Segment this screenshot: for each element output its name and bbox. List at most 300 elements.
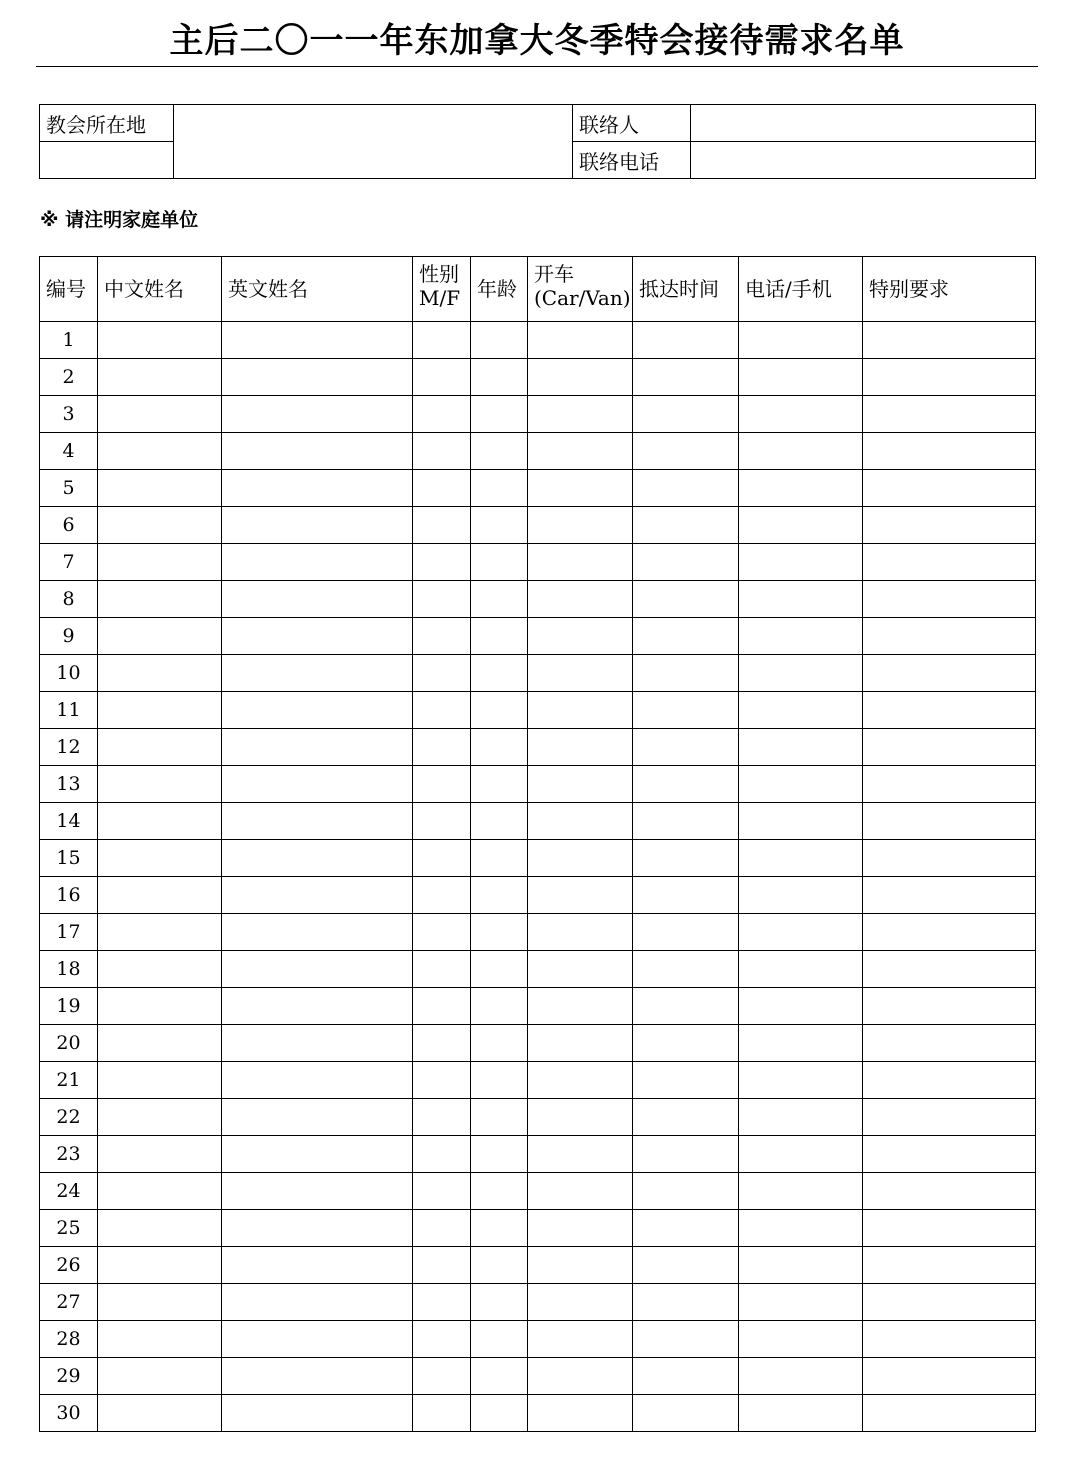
row-number: 28 bbox=[40, 1321, 98, 1358]
header-chinese-name: 中文姓名 bbox=[98, 257, 222, 322]
gender-cell[interactable] bbox=[413, 1358, 471, 1395]
gender-cell[interactable] bbox=[413, 1173, 471, 1210]
special-requests-cell[interactable] bbox=[863, 1062, 1036, 1099]
special-requests-cell[interactable] bbox=[863, 692, 1036, 729]
english-name-cell[interactable] bbox=[222, 396, 413, 433]
gender-cell[interactable] bbox=[413, 1062, 471, 1099]
special-requests-cell[interactable] bbox=[863, 581, 1036, 618]
age-cell[interactable] bbox=[471, 877, 528, 914]
special-requests-cell[interactable] bbox=[863, 507, 1036, 544]
row-number: 15 bbox=[40, 840, 98, 877]
gender-cell[interactable] bbox=[413, 396, 471, 433]
chinese-name-cell[interactable] bbox=[98, 803, 222, 840]
driving-cell[interactable] bbox=[528, 1136, 633, 1173]
phone-cell[interactable] bbox=[739, 1136, 863, 1173]
age-cell[interactable] bbox=[471, 1136, 528, 1173]
chinese-name-cell[interactable] bbox=[98, 618, 222, 655]
special-requests-cell[interactable] bbox=[863, 1136, 1036, 1173]
chinese-name-cell[interactable] bbox=[98, 1395, 222, 1432]
special-requests-cell[interactable] bbox=[863, 840, 1036, 877]
english-name-cell[interactable] bbox=[222, 766, 413, 803]
gender-cell[interactable] bbox=[413, 951, 471, 988]
english-name-cell[interactable] bbox=[222, 433, 413, 470]
table-row bbox=[40, 396, 1036, 433]
arrival-time-cell[interactable] bbox=[633, 1284, 739, 1321]
age-cell[interactable] bbox=[471, 1173, 528, 1210]
age-cell[interactable] bbox=[471, 729, 528, 766]
phone-cell[interactable] bbox=[739, 433, 863, 470]
age-cell[interactable] bbox=[471, 581, 528, 618]
arrival-time-cell[interactable] bbox=[633, 359, 739, 396]
english-name-cell[interactable] bbox=[222, 840, 413, 877]
english-name-cell[interactable] bbox=[222, 988, 413, 1025]
reception-list-table bbox=[39, 256, 1036, 1432]
contact-phone-label: 联络电话 bbox=[573, 142, 691, 179]
driving-cell[interactable] bbox=[528, 1247, 633, 1284]
chinese-name-cell[interactable] bbox=[98, 1136, 222, 1173]
table-row bbox=[40, 544, 1036, 581]
chinese-name-cell[interactable] bbox=[98, 951, 222, 988]
table-row bbox=[40, 618, 1036, 655]
arrival-time-cell[interactable] bbox=[633, 877, 739, 914]
phone-cell[interactable] bbox=[739, 470, 863, 507]
row-number: 18 bbox=[40, 951, 98, 988]
driving-cell[interactable] bbox=[528, 1358, 633, 1395]
gender-cell[interactable] bbox=[413, 1136, 471, 1173]
chinese-name-cell[interactable] bbox=[98, 1247, 222, 1284]
phone-cell[interactable] bbox=[739, 507, 863, 544]
age-cell[interactable] bbox=[471, 803, 528, 840]
special-requests-cell[interactable] bbox=[863, 803, 1036, 840]
age-cell[interactable] bbox=[471, 1284, 528, 1321]
age-cell[interactable] bbox=[471, 914, 528, 951]
table-row bbox=[40, 1247, 1036, 1284]
special-requests-cell[interactable] bbox=[863, 655, 1036, 692]
phone-cell[interactable] bbox=[739, 1247, 863, 1284]
chinese-name-cell[interactable] bbox=[98, 988, 222, 1025]
gender-cell[interactable] bbox=[413, 692, 471, 729]
english-name-cell[interactable] bbox=[222, 470, 413, 507]
english-name-cell[interactable] bbox=[222, 803, 413, 840]
row-number: 13 bbox=[40, 766, 98, 803]
church-location-field[interactable] bbox=[174, 105, 573, 179]
age-cell[interactable] bbox=[471, 359, 528, 396]
header-age: 年龄 bbox=[471, 257, 528, 322]
driving-cell[interactable] bbox=[528, 1321, 633, 1358]
arrival-time-cell[interactable] bbox=[633, 322, 739, 359]
age-cell[interactable] bbox=[471, 1247, 528, 1284]
phone-cell[interactable] bbox=[739, 618, 863, 655]
english-name-cell[interactable] bbox=[222, 1210, 413, 1247]
driving-cell[interactable] bbox=[528, 470, 633, 507]
arrival-time-cell[interactable] bbox=[633, 914, 739, 951]
row-number: 4 bbox=[40, 433, 98, 470]
gender-cell[interactable] bbox=[413, 1025, 471, 1062]
gender-cell[interactable] bbox=[413, 470, 471, 507]
english-name-cell[interactable] bbox=[222, 1395, 413, 1432]
phone-cell[interactable] bbox=[739, 655, 863, 692]
table-row bbox=[40, 729, 1036, 766]
header-driving bbox=[528, 257, 633, 322]
church-info-table bbox=[39, 104, 1036, 179]
phone-cell[interactable] bbox=[739, 914, 863, 951]
english-name-cell[interactable] bbox=[222, 877, 413, 914]
driving-cell[interactable] bbox=[528, 803, 633, 840]
table-row bbox=[40, 655, 1036, 692]
table-row bbox=[40, 840, 1036, 877]
age-cell[interactable] bbox=[471, 544, 528, 581]
age-cell[interactable] bbox=[471, 618, 528, 655]
contact-person-field[interactable] bbox=[691, 105, 1036, 142]
chinese-name-cell[interactable] bbox=[98, 1284, 222, 1321]
gender-cell[interactable] bbox=[413, 840, 471, 877]
table-row bbox=[40, 1395, 1036, 1432]
arrival-time-cell[interactable] bbox=[633, 507, 739, 544]
arrival-time-cell[interactable] bbox=[633, 433, 739, 470]
special-requests-cell[interactable] bbox=[863, 396, 1036, 433]
phone-cell[interactable] bbox=[739, 840, 863, 877]
driving-cell[interactable] bbox=[528, 507, 633, 544]
driving-cell[interactable] bbox=[528, 655, 633, 692]
special-requests-cell[interactable] bbox=[863, 1025, 1036, 1062]
english-name-cell[interactable] bbox=[222, 1025, 413, 1062]
english-name-cell[interactable] bbox=[222, 359, 413, 396]
gender-cell[interactable] bbox=[413, 1210, 471, 1247]
arrival-time-cell[interactable] bbox=[633, 803, 739, 840]
chinese-name-cell[interactable] bbox=[98, 840, 222, 877]
special-requests-cell[interactable] bbox=[863, 618, 1036, 655]
gender-cell[interactable] bbox=[413, 1099, 471, 1136]
age-cell[interactable] bbox=[471, 1099, 528, 1136]
title-underline bbox=[36, 66, 1038, 67]
driving-cell[interactable] bbox=[528, 1099, 633, 1136]
age-cell[interactable] bbox=[471, 1321, 528, 1358]
english-name-cell[interactable] bbox=[222, 692, 413, 729]
arrival-time-cell[interactable] bbox=[633, 766, 739, 803]
phone-cell[interactable] bbox=[739, 729, 863, 766]
special-requests-cell[interactable] bbox=[863, 1210, 1036, 1247]
chinese-name-cell[interactable] bbox=[98, 692, 222, 729]
phone-cell[interactable] bbox=[739, 581, 863, 618]
table-row bbox=[40, 951, 1036, 988]
driving-cell[interactable] bbox=[528, 359, 633, 396]
arrival-time-cell[interactable] bbox=[633, 470, 739, 507]
table-body bbox=[40, 322, 1036, 1432]
gender-cell[interactable] bbox=[413, 581, 471, 618]
gender-cell[interactable] bbox=[413, 1284, 471, 1321]
special-requests-cell[interactable] bbox=[863, 359, 1036, 396]
chinese-name-cell[interactable] bbox=[98, 914, 222, 951]
phone-cell[interactable] bbox=[739, 692, 863, 729]
phone-cell[interactable] bbox=[739, 951, 863, 988]
arrival-time-cell[interactable] bbox=[633, 1173, 739, 1210]
special-requests-cell[interactable] bbox=[863, 544, 1036, 581]
age-cell[interactable] bbox=[471, 1358, 528, 1395]
phone-cell[interactable] bbox=[739, 322, 863, 359]
chinese-name-cell[interactable] bbox=[98, 359, 222, 396]
gender-cell[interactable] bbox=[413, 1321, 471, 1358]
chinese-name-cell[interactable] bbox=[98, 877, 222, 914]
special-requests-cell[interactable] bbox=[863, 877, 1036, 914]
row-number: 6 bbox=[40, 507, 98, 544]
arrival-time-cell[interactable] bbox=[633, 618, 739, 655]
arrival-time-cell[interactable] bbox=[633, 1099, 739, 1136]
age-cell[interactable] bbox=[471, 692, 528, 729]
english-name-cell[interactable] bbox=[222, 655, 413, 692]
chinese-name-cell[interactable] bbox=[98, 766, 222, 803]
english-name-cell[interactable] bbox=[222, 914, 413, 951]
special-requests-cell[interactable] bbox=[863, 1358, 1036, 1395]
table-row bbox=[40, 581, 1036, 618]
arrival-time-cell[interactable] bbox=[633, 655, 739, 692]
gender-cell[interactable] bbox=[413, 766, 471, 803]
header-gender-line1: 性别 bbox=[419, 262, 459, 286]
driving-cell[interactable] bbox=[528, 396, 633, 433]
row-number: 27 bbox=[40, 1284, 98, 1321]
age-cell[interactable] bbox=[471, 507, 528, 544]
driving-cell[interactable] bbox=[528, 914, 633, 951]
chinese-name-cell[interactable] bbox=[98, 1321, 222, 1358]
arrival-time-cell[interactable] bbox=[633, 396, 739, 433]
age-cell[interactable] bbox=[471, 1210, 528, 1247]
chinese-name-cell[interactable] bbox=[98, 322, 222, 359]
phone-cell[interactable] bbox=[739, 1358, 863, 1395]
church-location-extra-field[interactable] bbox=[40, 142, 174, 179]
driving-cell[interactable] bbox=[528, 692, 633, 729]
table-row bbox=[40, 1025, 1036, 1062]
english-name-cell[interactable] bbox=[222, 544, 413, 581]
header-driving-line1: 开车 bbox=[534, 262, 574, 286]
arrival-time-cell[interactable] bbox=[633, 840, 739, 877]
gender-cell[interactable] bbox=[413, 1247, 471, 1284]
phone-cell[interactable] bbox=[739, 1099, 863, 1136]
english-name-cell[interactable] bbox=[222, 1284, 413, 1321]
driving-cell[interactable] bbox=[528, 1062, 633, 1099]
phone-cell[interactable] bbox=[739, 1210, 863, 1247]
gender-cell[interactable] bbox=[413, 507, 471, 544]
driving-cell[interactable] bbox=[528, 877, 633, 914]
table-row bbox=[40, 359, 1036, 396]
special-requests-cell[interactable] bbox=[863, 1247, 1036, 1284]
special-requests-cell[interactable] bbox=[863, 766, 1036, 803]
special-requests-cell[interactable] bbox=[863, 470, 1036, 507]
table-row bbox=[40, 1358, 1036, 1395]
row-number: 11 bbox=[40, 692, 98, 729]
arrival-time-cell[interactable] bbox=[633, 1136, 739, 1173]
church-info-row-1 bbox=[40, 105, 1036, 142]
driving-cell[interactable] bbox=[528, 1173, 633, 1210]
gender-cell[interactable] bbox=[413, 655, 471, 692]
table-row bbox=[40, 1173, 1036, 1210]
chinese-name-cell[interactable] bbox=[98, 1173, 222, 1210]
phone-cell[interactable] bbox=[739, 1173, 863, 1210]
phone-cell[interactable] bbox=[739, 988, 863, 1025]
english-name-cell[interactable] bbox=[222, 322, 413, 359]
special-requests-cell[interactable] bbox=[863, 433, 1036, 470]
special-requests-cell[interactable] bbox=[863, 322, 1036, 359]
arrival-time-cell[interactable] bbox=[633, 1358, 739, 1395]
driving-cell[interactable] bbox=[528, 544, 633, 581]
driving-cell[interactable] bbox=[528, 618, 633, 655]
special-requests-cell[interactable] bbox=[863, 1321, 1036, 1358]
phone-cell[interactable] bbox=[739, 877, 863, 914]
row-number: 17 bbox=[40, 914, 98, 951]
chinese-name-cell[interactable] bbox=[98, 729, 222, 766]
contact-person-label: 联络人 bbox=[573, 105, 691, 142]
table-row bbox=[40, 877, 1036, 914]
age-cell[interactable] bbox=[471, 1062, 528, 1099]
age-cell[interactable] bbox=[471, 1395, 528, 1432]
driving-cell[interactable] bbox=[528, 1025, 633, 1062]
english-name-cell[interactable] bbox=[222, 507, 413, 544]
row-number: 22 bbox=[40, 1099, 98, 1136]
arrival-time-cell[interactable] bbox=[633, 1025, 739, 1062]
family-unit-note: ※ 请注明家庭单位 bbox=[40, 209, 199, 231]
driving-cell[interactable] bbox=[528, 951, 633, 988]
age-cell[interactable] bbox=[471, 322, 528, 359]
chinese-name-cell[interactable] bbox=[98, 1099, 222, 1136]
gender-cell[interactable] bbox=[413, 322, 471, 359]
row-number: 5 bbox=[40, 470, 98, 507]
chinese-name-cell[interactable] bbox=[98, 1025, 222, 1062]
arrival-time-cell[interactable] bbox=[633, 1395, 739, 1432]
arrival-time-cell[interactable] bbox=[633, 1247, 739, 1284]
arrival-time-cell[interactable] bbox=[633, 692, 739, 729]
chinese-name-cell[interactable] bbox=[98, 544, 222, 581]
gender-cell[interactable] bbox=[413, 359, 471, 396]
arrival-time-cell[interactable] bbox=[633, 1210, 739, 1247]
special-requests-cell[interactable] bbox=[863, 1173, 1036, 1210]
phone-cell[interactable] bbox=[739, 1321, 863, 1358]
age-cell[interactable] bbox=[471, 396, 528, 433]
phone-cell[interactable] bbox=[739, 544, 863, 581]
chinese-name-cell[interactable] bbox=[98, 1358, 222, 1395]
row-number: 19 bbox=[40, 988, 98, 1025]
age-cell[interactable] bbox=[471, 840, 528, 877]
contact-phone-field[interactable] bbox=[691, 142, 1036, 179]
driving-cell[interactable] bbox=[528, 1284, 633, 1321]
english-name-cell[interactable] bbox=[222, 1173, 413, 1210]
age-cell[interactable] bbox=[471, 470, 528, 507]
phone-cell[interactable] bbox=[739, 359, 863, 396]
arrival-time-cell[interactable] bbox=[633, 581, 739, 618]
table-row bbox=[40, 766, 1036, 803]
special-requests-cell[interactable] bbox=[863, 1099, 1036, 1136]
phone-cell[interactable] bbox=[739, 1025, 863, 1062]
gender-cell[interactable] bbox=[413, 988, 471, 1025]
driving-cell[interactable] bbox=[528, 1395, 633, 1432]
special-requests-cell[interactable] bbox=[863, 914, 1036, 951]
driving-cell[interactable] bbox=[528, 322, 633, 359]
gender-cell[interactable] bbox=[413, 877, 471, 914]
chinese-name-cell[interactable] bbox=[98, 433, 222, 470]
english-name-cell[interactable] bbox=[222, 581, 413, 618]
english-name-cell[interactable] bbox=[222, 1136, 413, 1173]
driving-cell[interactable] bbox=[528, 1210, 633, 1247]
phone-cell[interactable] bbox=[739, 1062, 863, 1099]
english-name-cell[interactable] bbox=[222, 729, 413, 766]
arrival-time-cell[interactable] bbox=[633, 988, 739, 1025]
table-row bbox=[40, 1210, 1036, 1247]
header-arrival-time: 抵达时间 bbox=[633, 257, 739, 322]
arrival-time-cell[interactable] bbox=[633, 1062, 739, 1099]
driving-cell[interactable] bbox=[528, 766, 633, 803]
table-row bbox=[40, 507, 1036, 544]
english-name-cell[interactable] bbox=[222, 1062, 413, 1099]
chinese-name-cell[interactable] bbox=[98, 1062, 222, 1099]
age-cell[interactable] bbox=[471, 655, 528, 692]
english-name-cell[interactable] bbox=[222, 618, 413, 655]
arrival-time-cell[interactable] bbox=[633, 729, 739, 766]
english-name-cell[interactable] bbox=[222, 951, 413, 988]
table-row bbox=[40, 988, 1036, 1025]
gender-cell[interactable] bbox=[413, 914, 471, 951]
row-number: 8 bbox=[40, 581, 98, 618]
gender-cell[interactable] bbox=[413, 1395, 471, 1432]
row-number: 26 bbox=[40, 1247, 98, 1284]
chinese-name-cell[interactable] bbox=[98, 1210, 222, 1247]
arrival-time-cell[interactable] bbox=[633, 544, 739, 581]
gender-cell[interactable] bbox=[413, 729, 471, 766]
gender-cell[interactable] bbox=[413, 544, 471, 581]
age-cell[interactable] bbox=[471, 766, 528, 803]
chinese-name-cell[interactable] bbox=[98, 507, 222, 544]
english-name-cell[interactable] bbox=[222, 1099, 413, 1136]
driving-cell[interactable] bbox=[528, 729, 633, 766]
phone-cell[interactable] bbox=[739, 1284, 863, 1321]
table-header-row bbox=[40, 257, 1036, 322]
special-requests-cell[interactable] bbox=[863, 988, 1036, 1025]
chinese-name-cell[interactable] bbox=[98, 396, 222, 433]
english-name-cell[interactable] bbox=[222, 1321, 413, 1358]
table-row bbox=[40, 470, 1036, 507]
gender-cell[interactable] bbox=[413, 803, 471, 840]
table-row bbox=[40, 803, 1036, 840]
age-cell[interactable] bbox=[471, 433, 528, 470]
special-requests-cell[interactable] bbox=[863, 1395, 1036, 1432]
driving-cell[interactable] bbox=[528, 581, 633, 618]
english-name-cell[interactable] bbox=[222, 1247, 413, 1284]
table-row bbox=[40, 322, 1036, 359]
table-row bbox=[40, 433, 1036, 470]
gender-cell[interactable] bbox=[413, 618, 471, 655]
church-location-label: 教会所在地 bbox=[40, 105, 174, 142]
gender-cell[interactable] bbox=[413, 433, 471, 470]
chinese-name-cell[interactable] bbox=[98, 470, 222, 507]
chinese-name-cell[interactable] bbox=[98, 581, 222, 618]
arrival-time-cell[interactable] bbox=[633, 1321, 739, 1358]
header-english-name: 英文姓名 bbox=[222, 257, 413, 322]
chinese-name-cell[interactable] bbox=[98, 655, 222, 692]
special-requests-cell[interactable] bbox=[863, 951, 1036, 988]
age-cell[interactable] bbox=[471, 951, 528, 988]
arrival-time-cell[interactable] bbox=[633, 951, 739, 988]
phone-cell[interactable] bbox=[739, 803, 863, 840]
driving-cell[interactable] bbox=[528, 840, 633, 877]
row-number: 29 bbox=[40, 1358, 98, 1395]
table-row bbox=[40, 1136, 1036, 1173]
age-cell[interactable] bbox=[471, 1025, 528, 1062]
age-cell[interactable] bbox=[471, 988, 528, 1025]
phone-cell[interactable] bbox=[739, 396, 863, 433]
phone-cell[interactable] bbox=[739, 1395, 863, 1432]
phone-cell[interactable] bbox=[739, 766, 863, 803]
special-requests-cell[interactable] bbox=[863, 729, 1036, 766]
driving-cell[interactable] bbox=[528, 433, 633, 470]
special-requests-cell[interactable] bbox=[863, 1284, 1036, 1321]
driving-cell[interactable] bbox=[528, 988, 633, 1025]
english-name-cell[interactable] bbox=[222, 1358, 413, 1395]
